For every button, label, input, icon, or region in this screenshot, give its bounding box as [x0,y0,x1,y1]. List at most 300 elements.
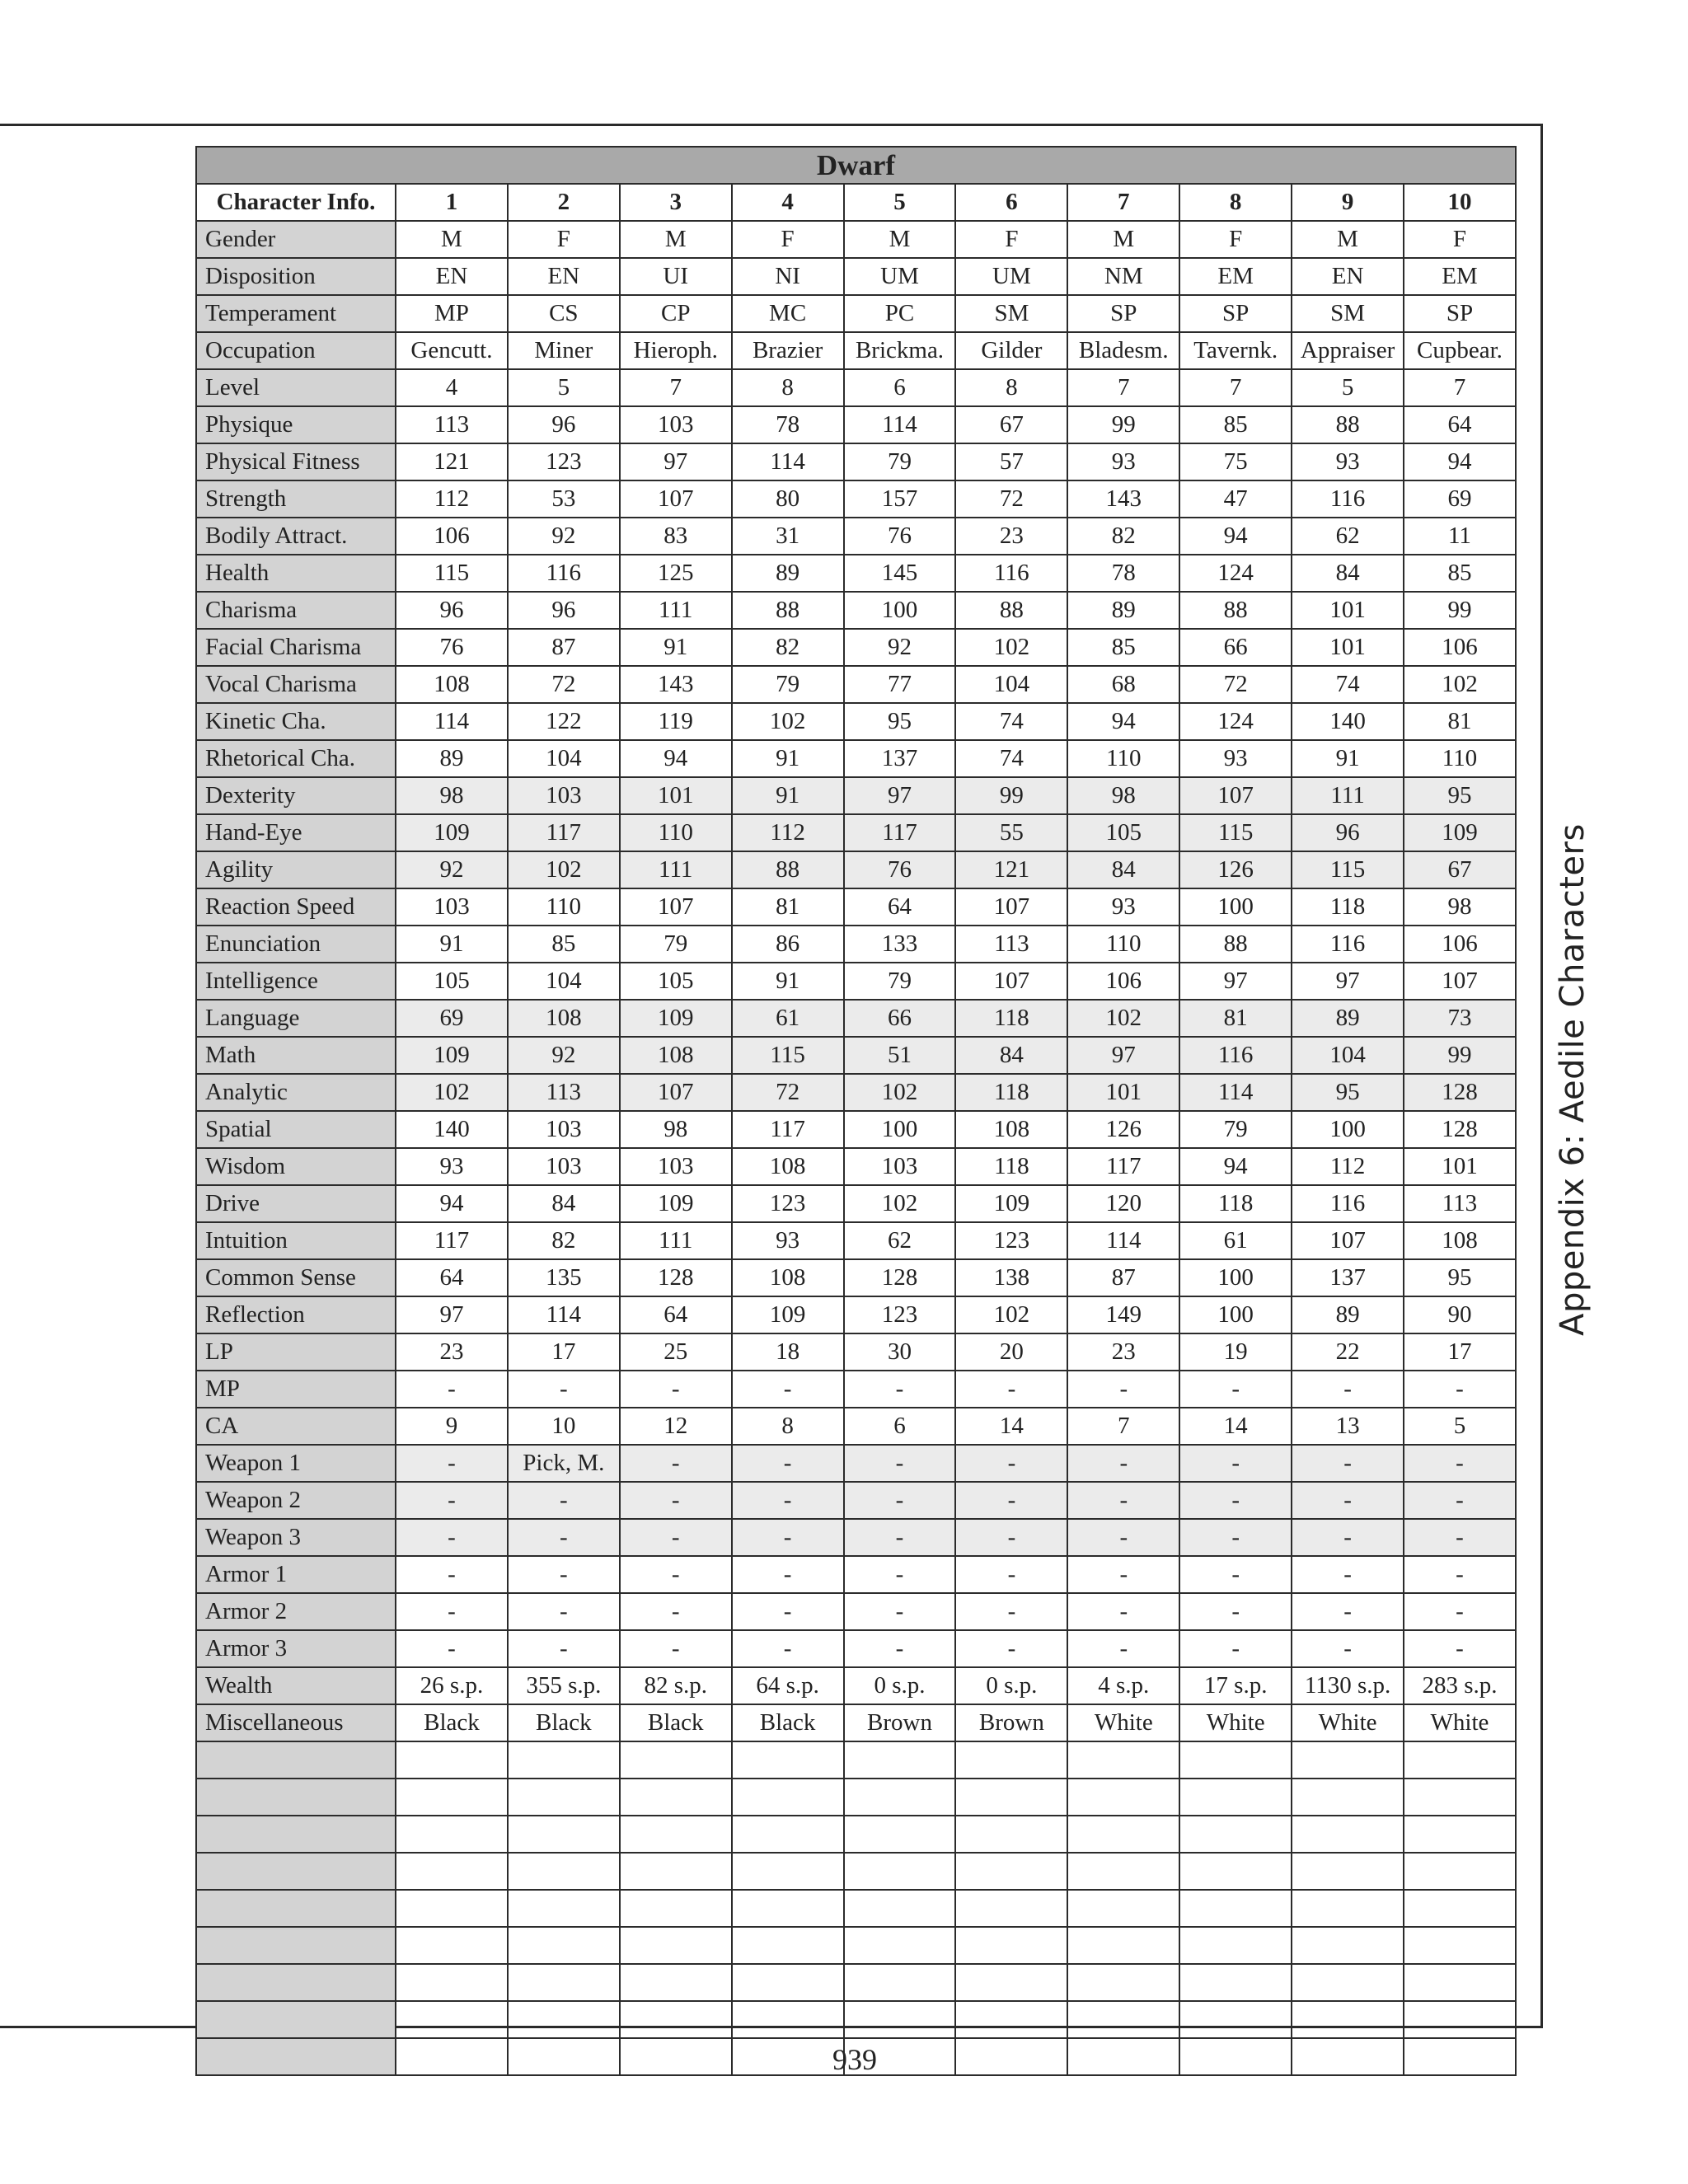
table-cell: 47 [1179,480,1292,518]
table-cell: 124 [1179,703,1292,740]
table-row [196,258,1516,295]
table-cell: 117 [508,814,620,851]
column-header: 1 [396,184,508,221]
table-cell: Hieroph. [620,332,732,369]
table-cell: 23 [1067,1333,1179,1371]
table-cell: CP [620,295,732,332]
right-border-rule [1540,124,1543,2028]
table-cell: 92 [396,851,508,888]
table-cell: 121 [396,443,508,480]
table-cell: 128 [844,1259,956,1296]
table-cell: 101 [1292,629,1404,666]
table-cell: 110 [620,814,732,851]
table-cell: 115 [396,555,508,592]
table-cell: 105 [1067,814,1179,851]
table-cell: 93 [1067,888,1179,926]
table-cell: 6 [844,369,956,406]
table-row [196,1296,1516,1333]
table-cell: F [508,221,620,258]
table-cell: - [732,1593,844,1630]
table-cell [396,1816,508,1853]
table-cell [1292,1964,1404,2001]
table-cell: 157 [844,480,956,518]
table-cell: 140 [396,1111,508,1148]
table-cell: 98 [396,777,508,814]
table-cell [1404,1927,1516,1964]
table-cell: 80 [732,480,844,518]
table-cell: - [620,1371,732,1408]
table-cell: 66 [1179,629,1292,666]
table-cell: Black [508,1704,620,1741]
table-cell: - [844,1445,956,1482]
table-cell: 92 [508,518,620,555]
table-row [196,406,1516,443]
table-cell: 64 [1404,406,1516,443]
table-cell: 97 [620,443,732,480]
table-cell: 116 [1292,926,1404,963]
table-cell: - [1404,1519,1516,1556]
table-cell: 67 [1404,851,1516,888]
table-cell: 107 [1179,777,1292,814]
table-cell: 112 [732,814,844,851]
table-cell [620,1853,732,1890]
table-cell [1404,1741,1516,1779]
table-cell: 86 [732,926,844,963]
table-cell [396,1853,508,1890]
row-label: Armor 3 [196,1630,396,1667]
table-cell [732,1816,844,1853]
table-row [196,1853,1516,1890]
table-cell: 11 [1404,518,1516,555]
table-cell: 111 [620,592,732,629]
table-cell: - [396,1630,508,1667]
row-label: Kinetic Cha. [196,703,396,740]
table-cell: 110 [1404,740,1516,777]
table-cell: 137 [1292,1259,1404,1296]
table-cell: 17 [508,1333,620,1371]
table-cell: - [1067,1519,1179,1556]
table-cell: 121 [955,851,1067,888]
table-cell: 97 [1292,963,1404,1000]
table-cell: 82 s.p. [620,1667,732,1704]
table-row [196,295,1516,332]
table-cell: 112 [396,480,508,518]
table-cell: 104 [508,740,620,777]
table-cell [1292,1927,1404,1964]
table-row [196,1037,1516,1074]
table-row [196,1111,1516,1148]
table-cell: - [844,1519,956,1556]
table-cell: 55 [955,814,1067,851]
table-cell: 114 [396,703,508,740]
table-cell: 145 [844,555,956,592]
table-cell: - [1292,1556,1404,1593]
table-cell: PC [844,295,956,332]
table-cell: - [1067,1371,1179,1408]
table-cell: - [1179,1630,1292,1667]
table-cell: 20 [955,1333,1067,1371]
table-cell: 82 [508,1222,620,1259]
table-cell: - [1404,1445,1516,1482]
table-cell: 102 [508,851,620,888]
row-label: Armor 2 [196,1593,396,1630]
table-cell: 31 [732,518,844,555]
table-cell: 83 [620,518,732,555]
table-cell [508,2001,620,2038]
table-cell: 117 [396,1222,508,1259]
table-cell: 85 [508,926,620,963]
header-label: Character Info. [196,184,396,221]
table-cell: 107 [1404,963,1516,1000]
table-cell: - [620,1445,732,1482]
table-row [196,369,1516,406]
row-label: Armor 1 [196,1556,396,1593]
column-header: 6 [955,184,1067,221]
table-cell [844,1779,956,1816]
table-cell: 109 [620,1185,732,1222]
table-cell: 79 [844,963,956,1000]
table-cell [844,1741,956,1779]
table-cell [1067,1741,1179,1779]
table-cell: 91 [732,740,844,777]
table-cell: 123 [844,1296,956,1333]
table-cell: 76 [396,629,508,666]
table-cell: 103 [396,888,508,926]
table-cell: 108 [508,1000,620,1037]
table-cell: - [1292,1519,1404,1556]
table-cell: 76 [844,851,956,888]
table-cell: 143 [1067,480,1179,518]
table-cell [508,1816,620,1853]
table-cell [1067,1927,1179,1964]
page-number: 939 [832,2043,877,2076]
table-cell: 113 [508,1074,620,1111]
table-cell [1404,1964,1516,2001]
table-cell: SP [1404,295,1516,332]
table-cell: 103 [620,1148,732,1185]
table-cell: 72 [508,666,620,703]
table-cell: 73 [1404,1000,1516,1037]
table-cell: 116 [955,555,1067,592]
table-cell: - [955,1519,1067,1556]
table-row [196,1259,1516,1296]
table-cell: 107 [620,888,732,926]
table-cell: - [508,1519,620,1556]
table-cell: 101 [1067,1074,1179,1111]
table-cell: SM [1292,295,1404,332]
table-cell: 97 [844,777,956,814]
table-cell: White [1067,1704,1179,1741]
table-cell [508,1927,620,1964]
table-cell [1067,2001,1179,2038]
table-cell: 18 [732,1333,844,1371]
table-cell: - [844,1556,956,1593]
table-cell: Brickma. [844,332,956,369]
table-cell [732,1927,844,1964]
row-label [196,1741,396,1779]
table-cell: - [1404,1630,1516,1667]
table-cell: - [396,1482,508,1519]
table-cell: 94 [1179,1148,1292,1185]
table-cell: 109 [1404,814,1516,851]
table-cell: - [1179,1556,1292,1593]
table-row [196,888,1516,926]
table-cell: White [1179,1704,1292,1741]
table-cell [396,1890,508,1927]
table-cell: 108 [732,1259,844,1296]
table-cell: 103 [844,1148,956,1185]
table-cell: 66 [844,1000,956,1037]
table-cell: - [1067,1630,1179,1667]
table-cell: 102 [1404,666,1516,703]
table-cell: 84 [1067,851,1179,888]
table-cell: 91 [732,963,844,1000]
row-label: Common Sense [196,1259,396,1296]
table-row [196,555,1516,592]
table-row [196,1630,1516,1667]
table-cell: 17 s.p. [1179,1667,1292,1704]
table-cell: 98 [1404,888,1516,926]
table-cell: - [508,1630,620,1667]
table-cell: 84 [1292,555,1404,592]
table-cell: White [1404,1704,1516,1741]
table-row [196,1519,1516,1556]
table-cell [1292,1890,1404,1927]
row-label: Physical Fitness [196,443,396,480]
table-cell: 100 [1179,1296,1292,1333]
table-cell: 89 [1292,1000,1404,1037]
table-cell: 90 [1404,1296,1516,1333]
table-cell: Miner [508,332,620,369]
table-cell: - [1404,1556,1516,1593]
table-cell [1292,1816,1404,1853]
table-cell [508,1741,620,1779]
table-cell: Tavernk. [1179,332,1292,369]
table-cell: 0 s.p. [955,1667,1067,1704]
table-cell: - [732,1630,844,1667]
table-cell: 88 [732,592,844,629]
table-cell: 7 [1404,369,1516,406]
table-cell: 94 [620,740,732,777]
table-cell: - [1292,1593,1404,1630]
table-cell: 88 [955,592,1067,629]
table-cell: 109 [732,1296,844,1333]
table-cell: 57 [955,443,1067,480]
table-cell [396,1741,508,1779]
table-row [196,1482,1516,1519]
table-row [196,666,1516,703]
table-cell: 105 [396,963,508,1000]
row-label: Intelligence [196,963,396,1000]
table-cell [1067,1816,1179,1853]
table-cell: 114 [844,406,956,443]
row-label: Facial Charisma [196,629,396,666]
table-cell: 91 [732,777,844,814]
table-cell: 103 [508,1148,620,1185]
table-cell: 115 [1292,851,1404,888]
table-cell: M [396,221,508,258]
table-cell: SP [1067,295,1179,332]
table-cell: 91 [620,629,732,666]
table-cell: 93 [396,1148,508,1185]
row-label: Enunciation [196,926,396,963]
table-cell: 114 [508,1296,620,1333]
table-cell: 79 [620,926,732,963]
table-cell: Brown [844,1704,956,1741]
table-cell: 61 [1179,1222,1292,1259]
table-cell: 111 [620,851,732,888]
table-body [196,221,1516,2075]
table-cell: - [508,1593,620,1630]
column-header: 8 [1179,184,1292,221]
table-cell: M [620,221,732,258]
table-cell: 91 [396,926,508,963]
row-label: Gender [196,221,396,258]
row-label: Strength [196,480,396,518]
table-cell: 14 [1179,1408,1292,1445]
table-cell: 26 s.p. [396,1667,508,1704]
table-cell: 138 [955,1259,1067,1296]
table-cell: 25 [620,1333,732,1371]
table-cell: 62 [1292,518,1404,555]
table-row [196,926,1516,963]
table-cell: 79 [1179,1111,1292,1148]
table-cell: 108 [1404,1222,1516,1259]
table-cell: 84 [955,1037,1067,1074]
table-row [196,1593,1516,1630]
table-row [196,1445,1516,1482]
table-cell [1179,1816,1292,1853]
table-cell: 109 [955,1185,1067,1222]
side-title-text: Appendix 6: Aedile Characters [1554,823,1592,1336]
table-cell: 5 [508,369,620,406]
row-label: Physique [196,406,396,443]
table-cell: 109 [396,1037,508,1074]
table-cell: - [620,1556,732,1593]
table-cell: 106 [396,518,508,555]
table-cell: 104 [508,963,620,1000]
table-cell: 92 [844,629,956,666]
table-cell [1404,2001,1516,2038]
table-row [196,1704,1516,1741]
table-cell: NM [1067,258,1179,295]
table-cell: - [620,1593,732,1630]
table-cell [732,1890,844,1927]
table-cell [844,1816,956,1853]
table-cell: 118 [955,1148,1067,1185]
row-label: Disposition [196,258,396,295]
row-label: Level [196,369,396,406]
table-cell: - [1292,1482,1404,1519]
table-cell: NI [732,258,844,295]
table-cell: 102 [396,1074,508,1111]
table-row [196,221,1516,258]
table-cell: 93 [1067,443,1179,480]
table-cell: Brown [955,1704,1067,1741]
table-cell [1292,1779,1404,1816]
table-cell: 110 [508,888,620,926]
table-cell: 104 [1292,1037,1404,1074]
row-label: Wealth [196,1667,396,1704]
table-cell: MP [396,295,508,332]
table-cell [620,1890,732,1927]
table-cell: 5 [1292,369,1404,406]
table-cell: 82 [1067,518,1179,555]
table-cell: 72 [1179,666,1292,703]
table-cell: 102 [732,703,844,740]
table-cell: 96 [1292,814,1404,851]
table-cell: 78 [1067,555,1179,592]
table-row [196,629,1516,666]
table-cell: 113 [396,406,508,443]
row-label: Dexterity [196,777,396,814]
table-cell: - [1179,1593,1292,1630]
table-cell: 109 [620,1000,732,1037]
table-row [196,1556,1516,1593]
table-cell: 126 [1067,1111,1179,1148]
row-label: Reaction Speed [196,888,396,926]
table-cell: 114 [732,443,844,480]
table-cell: - [955,1482,1067,1519]
table-cell: 74 [955,703,1067,740]
table-cell: 110 [1067,926,1179,963]
table-cell: 98 [1067,777,1179,814]
row-label [196,1816,396,1853]
table-cell: 103 [508,1111,620,1148]
table-cell: 7 [620,369,732,406]
table-cell: 110 [1067,740,1179,777]
table-cell [1292,1741,1404,1779]
table-cell [732,2001,844,2038]
table-cell: 113 [1404,1185,1516,1222]
table-row [196,1779,1516,1816]
table-cell: 135 [508,1259,620,1296]
table-cell: 100 [1179,888,1292,926]
top-border-rule [0,124,1543,126]
table-cell [508,1964,620,2001]
table-cell: 68 [1067,666,1179,703]
table-cell: - [955,1630,1067,1667]
table-cell: - [1404,1371,1516,1408]
table-cell: 30 [844,1333,956,1371]
table-cell [1067,1890,1179,1927]
table-cell: 85 [1404,555,1516,592]
table-cell: M [844,221,956,258]
table-cell: 99 [1067,406,1179,443]
dwarf-character-table [195,146,1517,2076]
table-cell: 105 [620,963,732,1000]
row-label: MP [196,1371,396,1408]
table-cell [620,1779,732,1816]
table-cell: 123 [508,443,620,480]
table-row [196,1408,1516,1445]
column-header: 9 [1292,184,1404,221]
table-cell [955,1816,1067,1853]
table-cell: White [1292,1704,1404,1741]
table-cell: 140 [1292,703,1404,740]
table-cell: - [1179,1371,1292,1408]
table-cell: 85 [1179,406,1292,443]
row-label: LP [196,1333,396,1371]
table-cell: 81 [732,888,844,926]
table-cell: 100 [1292,1111,1404,1148]
table-row [196,1927,1516,1964]
table-cell: 23 [955,518,1067,555]
table-cell: 8 [955,369,1067,406]
table-cell: - [620,1519,732,1556]
table-cell: 116 [1292,1185,1404,1222]
table-row [196,1890,1516,1927]
